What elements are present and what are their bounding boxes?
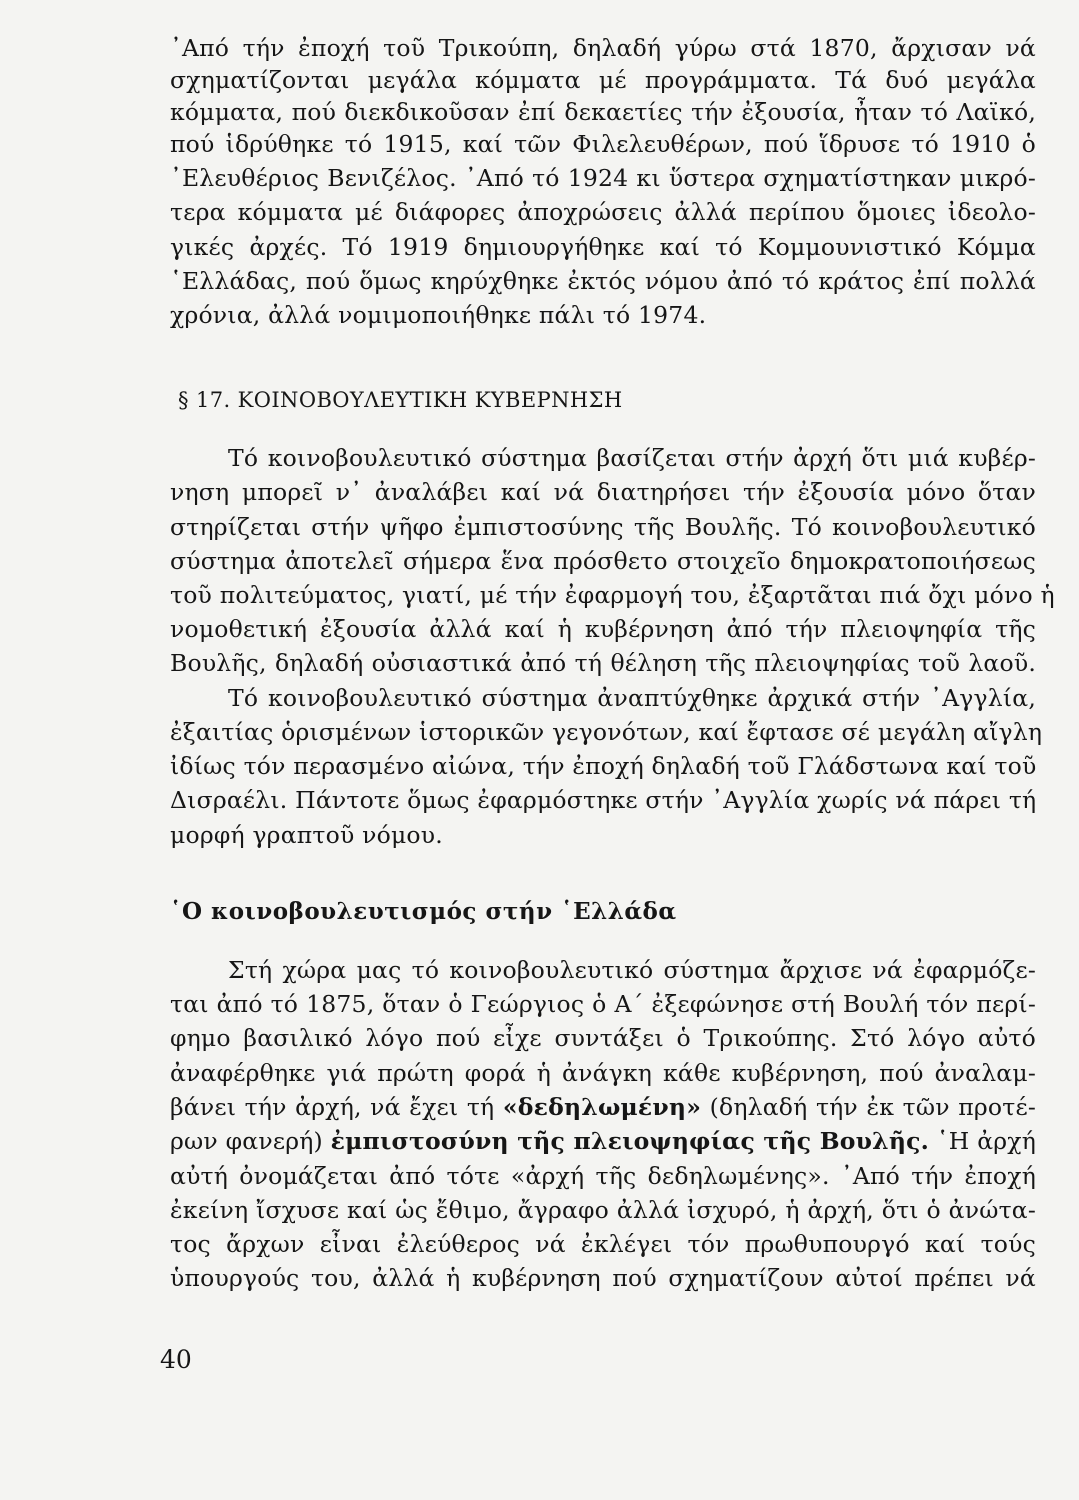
text-line: ται ἀπό τό 1875, ὅταν ὁ Γεώργιος ὁ Α΄ ἐξεφώνησε στή Βουλή τόν περί-: [170, 990, 1036, 1018]
text-line: ἐκείνη ἴσχυσε καί ὡς ἔθιμο, ἄγραφο ἀλλά ἰσχυρό, ἡ ἀρχή, ὅτι ὁ ἀνώτα-: [170, 1196, 1036, 1224]
text-line: Τό κοινοβουλευτικό σύστημα ἀναπτύχθηκε ἀρχικά στήν ᾿Αγγλία,: [228, 684, 1036, 712]
text-line: τοῦ πολιτεύματος, γιατί, μέ τήν ἐφαρμογή του, ἐξαρτᾶται πιά ὄχι μόνο ἡ: [170, 581, 1055, 609]
text-line: στηρίζεται στήν ψῆφο ἐμπιστοσύνης τῆς Βουλῆς. Τό κοινοβουλευτικό: [170, 513, 1036, 541]
subheading: ῾Ο κοινοβουλευτισμός στήν ῾Ελλάδα: [170, 898, 677, 925]
text-line: κόμματα, πού διεκδικοῦσαν ἐπί δεκαετίες τήν ἐξουσία, ἦταν τό Λαϊκό,: [170, 98, 1036, 126]
text-line: ἐξαιτίας ὁρισμένων ἱστορικῶν γεγονότων, καί ἔφτασε σέ μεγάλη αἴγλη: [170, 718, 1043, 746]
text-line: φημο βασιλικό λόγο πού εἶχε συντάξει ὁ Τρικούπης. Στό λόγο αὐτό: [170, 1024, 1036, 1052]
text-line: Βουλῆς, δηλαδή οὐσιαστικά ἀπό τή θέληση τῆς πλειοψηφίας τοῦ λαοῦ.: [170, 649, 1036, 677]
page-number: 40: [160, 1345, 192, 1374]
text-line: πού ἱδρύθηκε τό 1915, καί τῶν Φιλελευθέρων, πού ἵδρυσε τό 1910 ὁ: [170, 130, 1036, 158]
text-line: Τό κοινοβουλευτικό σύστημα βασίζεται στήν ἀρχή ὅτι μιά κυβέρ-: [228, 444, 1036, 472]
text-line: νομοθετική ἐξουσία ἀλλά καί ἡ κυβέρνηση ἀπό τήν πλειοψηφία τῆς: [170, 615, 1036, 643]
text-line: ᾿Από τήν ἐποχή τοῦ Τρικούπη, δηλαδή γύρω στά 1870, ἄρχισαν νά: [170, 34, 1036, 62]
text-line: ἀναφέρθηκε γιά πρώτη φορά ἡ ἀνάγκη κάθε κυβέρνηση, πού ἀναλαμ-: [170, 1059, 1036, 1087]
text-line: γικές ἀρχές. Τό 1919 δημιουργήθηκε καί τό Κομμουνιστικό Κόμμα: [170, 233, 1036, 261]
text-line: Δισραέλι. Πάντοτε ὅμως ἐφαρμόστηκε στήν ᾿Αγγλία χωρίς νά πάρει τή: [170, 786, 1037, 814]
text-line: [170, 1126, 1036, 1156]
text-line: αὐτή ὀνομάζεται ἀπό τότε «ἀρχή τῆς δεδηλωμένης». ᾿Από τήν ἐποχή: [170, 1162, 1036, 1190]
text-segment: ῾Η ἀρχή: [929, 1127, 1036, 1155]
section-title: § 17. ΚΟΙΝΟΒΟΥΛΕΥΤΙΚΗ ΚΥΒΕΡΝΗΣΗ: [178, 388, 623, 412]
text-line: [170, 1092, 1036, 1122]
bold-phrase: «δεδηλωμένη»: [502, 1093, 702, 1121]
text-line: μορφή γραπτοῦ νόμου.: [170, 821, 443, 849]
text-line: σύστημα ἀποτελεῖ σήμερα ἕνα πρόσθετο στοιχεῖο δημοκρατοποιήσεως: [170, 547, 1036, 575]
text-line: ᾿Ελευθέριος Βενιζέλος. ᾿Από τό 1924 κι ὕστερα σχηματίστηκαν μικρό-: [170, 164, 1036, 192]
text-line: ῾Ελλάδας, πού ὅμως κηρύχθηκε ἐκτός νόμου ἀπό τό κράτος ἐπί πολλά: [170, 267, 1036, 295]
bold-phrase: ἐμπιστοσύνη τῆς πλειοψηφίας τῆς Βουλῆς.: [330, 1127, 930, 1155]
text-line: Στή χώρα μας τό κοινοβουλευτικό σύστημα ἄρχισε νά ἐφαρμόζε-: [228, 956, 1036, 984]
text-line: ἰδίως τόν περασμένο αἰώνα, τήν ἐποχή δηλαδή τοῦ Γλάδστωνα καί τοῦ: [170, 752, 1037, 780]
text-segment: (δηλαδή τήν ἐκ τῶν προτέ-: [701, 1093, 1036, 1121]
text-line: τερα κόμματα μέ διάφορες ἀποχρώσεις ἀλλά περίπου ὅμοιες ἰδεολο-: [170, 198, 1036, 226]
text-line: σχηματίζονται μεγάλα κόμματα μέ προγράμματα. Τά δυό μεγάλα: [170, 66, 1036, 94]
text-segment: ρων φανερή): [170, 1127, 331, 1155]
text-segment: βάνει τήν ἀρχή, νά ἔχει τή: [170, 1093, 503, 1121]
text-line: χρόνια, ἀλλά νομιμοποιήθηκε πάλι τό 1974.: [170, 301, 707, 329]
text-line: ὑπουργούς του, ἀλλά ἡ κυβέρνηση πού σχηματίζουν αὐτοί πρέπει νά: [170, 1264, 1036, 1292]
text-line: νηση μπορεῖ ν᾿ ἀναλάβει καί νά διατηρήσει τήν ἐξουσία μόνο ὅταν: [170, 478, 1036, 506]
text-line: τος ἄρχων εἶναι ἐλεύθερος νά ἐκλέγει τόν πρωθυπουργό καί τούς: [170, 1230, 1036, 1258]
